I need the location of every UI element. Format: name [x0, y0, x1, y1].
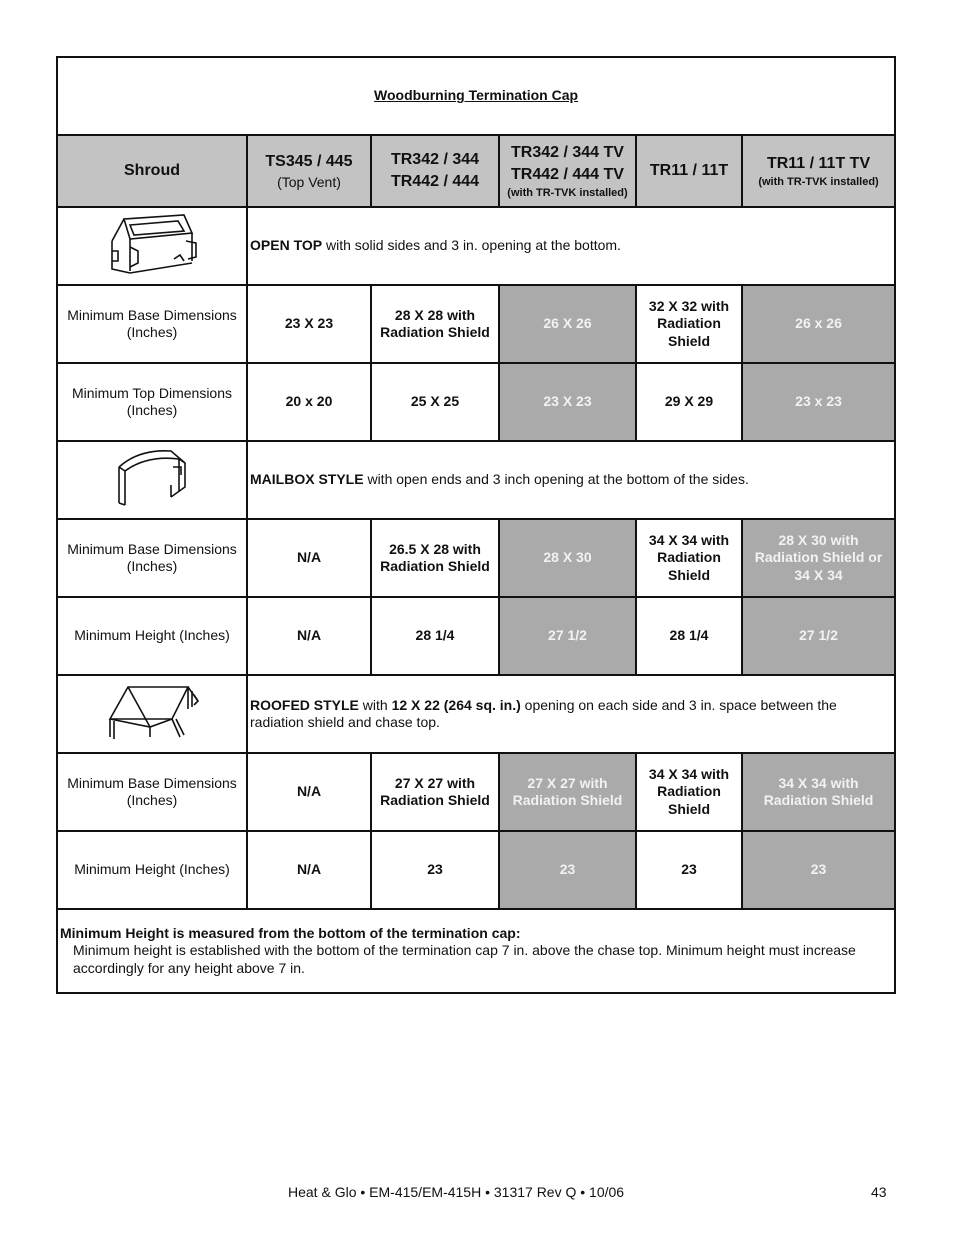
- note-body: Minimum height is established with the bottom of the termination cap 7 in. above the chase top. Minimum height must increase accordingly for any height above 7 in.: [73, 942, 856, 976]
- mailbox-description: MAILBOX STYLE with open ends and 3 inch opening at the bottom of the sides.: [247, 441, 895, 519]
- header-ts345: TS345 / 445 (Top Vent): [247, 135, 371, 207]
- cell: 20 x 20: [247, 363, 371, 441]
- row-label: Minimum Top Dimensions (Inches): [57, 363, 247, 441]
- table-row: [57, 831, 895, 909]
- table-title: Woodburning Termination Cap: [57, 57, 895, 135]
- open-top-shroud-icon: [57, 207, 247, 285]
- cell: N/A: [247, 597, 371, 675]
- cell: 23: [636, 831, 742, 909]
- section-mailbox: [57, 441, 895, 519]
- minimum-height-note: [57, 909, 895, 993]
- cell: 28 1/4: [636, 597, 742, 675]
- cell: 23 X 23: [499, 363, 636, 441]
- cell: 23: [371, 831, 499, 909]
- cell: N/A: [247, 831, 371, 909]
- table-row: [57, 519, 895, 597]
- section-open-top: [57, 207, 895, 285]
- cell: N/A: [247, 753, 371, 831]
- header-tr11: TR11 / 11T: [636, 135, 742, 207]
- header-row: [57, 135, 895, 207]
- row-label: Minimum Height (Inches): [57, 597, 247, 675]
- table-row: [57, 285, 895, 363]
- header-shroud: Shroud: [57, 135, 247, 207]
- cell: 27 X 27 with Radiation Shield: [371, 753, 499, 831]
- table-row: [57, 597, 895, 675]
- open-top-description: OPEN TOP with solid sides and 3 in. opening at the bottom.: [247, 207, 895, 285]
- row-label: Minimum Base Dimensions (Inches): [57, 519, 247, 597]
- note-heading: Minimum Height is measured from the bottom of the termination cap:: [60, 924, 521, 941]
- note-row: [57, 909, 895, 993]
- cell: 34 X 34 with Radiation Shield: [636, 519, 742, 597]
- cell: 26 x 26: [742, 285, 895, 363]
- cell: 26 X 26: [499, 285, 636, 363]
- cell: 25 X 25: [371, 363, 499, 441]
- cell: 34 X 34 with Radiation Shield: [636, 753, 742, 831]
- termination-cap-table: [56, 56, 896, 994]
- cell: 28 X 30 with Radiation Shield or 34 X 34: [742, 519, 895, 597]
- roofed-shroud-icon: [57, 675, 247, 753]
- cell: 26.5 X 28 with Radiation Shield: [371, 519, 499, 597]
- row-label: Minimum Base Dimensions (Inches): [57, 285, 247, 363]
- cell: 28 X 30: [499, 519, 636, 597]
- row-label: Minimum Height (Inches): [57, 831, 247, 909]
- header-tr342-tv: TR342 / 344 TV TR442 / 444 TV (with TR-TVK installed): [499, 135, 636, 207]
- cell: 34 X 34 with Radiation Shield: [742, 753, 895, 831]
- cell: 23 x 23: [742, 363, 895, 441]
- table-row: [57, 363, 895, 441]
- cell: 27 1/2: [742, 597, 895, 675]
- cell: 23: [499, 831, 636, 909]
- roofed-description: ROOFED STYLE with 12 X 22 (264 sq. in.) opening on each side and 3 in. space between the radiation shield and chase top.: [247, 675, 895, 753]
- cell: 32 X 32 with Radiation Shield: [636, 285, 742, 363]
- cell: 29 X 29: [636, 363, 742, 441]
- cell: 27 1/2: [499, 597, 636, 675]
- cell: 27 X 27 with Radiation Shield: [499, 753, 636, 831]
- page-footer: Heat & Glo • EM-415/EM-415H • 31317 Rev Q • 10/06: [288, 1184, 625, 1200]
- cell: N/A: [247, 519, 371, 597]
- header-tr11-tv: TR11 / 11T TV (with TR-TVK installed): [742, 135, 895, 207]
- cell: 28 1/4: [371, 597, 499, 675]
- cell: 28 X 28 with Radiation Shield: [371, 285, 499, 363]
- row-label: Minimum Base Dimensions (Inches): [57, 753, 247, 831]
- cell: 23: [742, 831, 895, 909]
- table-row: [57, 753, 895, 831]
- mailbox-shroud-icon: [57, 441, 247, 519]
- header-tr342: TR342 / 344 TR442 / 444: [371, 135, 499, 207]
- cell: 23 X 23: [247, 285, 371, 363]
- section-roofed: [57, 675, 895, 753]
- page-number: 43: [871, 1184, 887, 1200]
